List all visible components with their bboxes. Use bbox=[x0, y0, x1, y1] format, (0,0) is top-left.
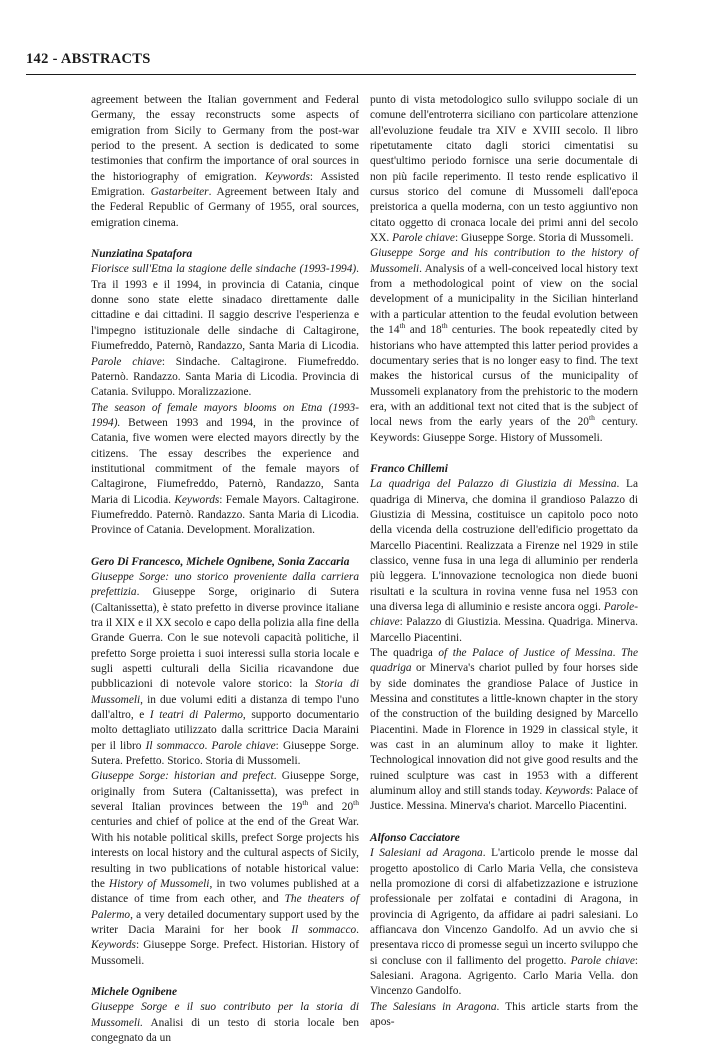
section-gap bbox=[370, 446, 638, 462]
header-separator: - bbox=[52, 51, 58, 67]
author-heading: Michele Ognibene bbox=[91, 985, 178, 998]
section-gap bbox=[91, 539, 359, 555]
section-gap bbox=[91, 231, 359, 247]
author-heading: Alfonso Cacciatore bbox=[370, 831, 460, 844]
abstract-english: The Salesians in Aragona. This article starts from the apos- bbox=[370, 1000, 638, 1028]
abstract-italian: I Salesiani ad Aragona. L'articolo prende le mosse dal progetto apostolico di Carlo Maria Vella, che consisteva nella promozione di corsi di alfabetizzazione e istruzione professionale per zolfatai e contadini di Aragona, in provincia di Agrigento, da affidare ai padri salesiani. Lo affiancava don Vincenzo Gandolfo. Ad un avvio che si presentava ricco di promesse seguì un incerto sviluppo che si concluse con il fallimento del progetto. Parole chiave: Salesiani. Aragona. Agrigento. Carlo Maria Vella. don Vincenzo Gandolfo. bbox=[370, 847, 639, 998]
abstract-italian-continued: punto di vista metodologico sullo sviluppo sociale di un comune dell'entroterra siciliano con particolare attenzione all'evoluzione feudale tra XIV e XVIII secolo. Il libro ripetutamente citato dagli storici cimentatisi su quest'ultimo periodo fornisce una serie documentale di non più facile reperimento. Il testo rende esplicativo il cursus storico del comune di Mussomeli dall'epoca preistorica a quella moderna, con un testo aggiuntivo non citato oggetto di cronaca locale dei primi anni del secolo XX. Parole chiave: Giuseppe Sorge. Storia di Mussomeli. bbox=[370, 94, 638, 245]
abstract-english: The season of female mayors blooms on Etna (1993-1994). Between 1993 and 1994, in the province of Catania, five women were elected mayors directly by the citizens. The essay describes the experience and institutional commitment of the female mayors of Caltagirone, Fiumefreddo, Paternò, Randazzo, Santa Maria di Licodia. Keywords: Female Mayors. Caltagirone. Fiumefreddo. Paternò. Randazzo. Santa Maria di Licodia. Province of Catania. Development. Moralization. bbox=[91, 401, 360, 537]
abstract-italian: Fiorisce sull'Etna la stagione delle sindache (1993-1994). Tra il 1993 e il 1994, in provincia di Catania, cinque donne sono state elette sinadaco direttamente dalle cittadine e dai cittadini. Il saggio descrive l'esperienza e l'impegno istituzionale delle sindache di Caltagirone, Fiumefreddo, Paternò, Randazzo, Santa Maria di Licodia. Parole chiave: Sindache. Caltagirone. Fiumefreddo. Paternò. Randazzo. Santa Maria di Licodia. Provincia di Catania. Sviluppo. Moralizzazione. bbox=[91, 263, 360, 399]
abstract-english: Giuseppe Sorge and his contribution to the history of Mussomeli. Analysis of a well-conceived local history text from a methodological point of view on the social development of a municipality in the Sicilian hinterland with a particular attention to the feudal evolution between the 14th and 18th centuries. The book repeatedly cited by historians who have attempted this latter period provides a documentary series that is no longer easy to find. The text makes the historical cursus of the municipality of Mussomeli explanatory from the prehistoric to the modern era, with an additional text not cited that is the subject of local news from the early years of the 20th century. Keywords: Giuseppe Sorge. History of Mussomeli. bbox=[370, 247, 638, 444]
running-header bbox=[26, 51, 636, 75]
section-gap bbox=[370, 815, 638, 831]
abstract-continuation: agreement between the Italian government and Federal Germany, the essay reconstructs some aspects of emigration from Sicily to Germany from the post-war period to the present. A section is dedicated to some testimonies that confirm the importance of oral sources in the historiography of emigration. Keywords: Assisted Emigration. Gastarbeiter. Agreement between Italy and the Federal Republic of Germany of 1955, oral sources, emigration cinema. bbox=[91, 94, 359, 229]
author-heading: Nunziatina Spatafora bbox=[91, 248, 193, 261]
section-gap bbox=[91, 969, 359, 985]
right-column bbox=[370, 93, 638, 1030]
author-heading: Franco Chillemi bbox=[370, 462, 448, 475]
header-text bbox=[26, 51, 151, 68]
author-heading: Gero Di Francesco, Michele Ognibene, Sonia Zaccaria bbox=[91, 555, 350, 568]
abstract-italian: Giuseppe Sorge e il suo contributo per la storia di Mussomeli. Analisi di un testo di storia locale ben congegnato da un bbox=[91, 1001, 359, 1044]
left-column bbox=[91, 93, 359, 1046]
section-title: ABSTRACTS bbox=[60, 51, 151, 67]
abstract-english: Giuseppe Sorge: historian and prefect. Giuseppe Sorge, originally from Sutera (Caltanissetta), was prefect in several Italian provinces between the 19th and 20th centuries and chief of police at the end of the Great War. With his notable political skills, prefect Sorge projects his interests on local history and the cultural aspects of Sicily, resulting in two publications of notable historical value: the History of Mussomeli, in two volumes published at a distance of time from each other, and The theaters of Palermo, a very detailed documentary support used by the writer Dacia Maraini for her book Il sommacco. Keywords: Giuseppe Sorge. Prefect. Historian. History of Mussomeli. bbox=[91, 770, 359, 967]
header-rule bbox=[26, 74, 636, 75]
abstract-english: The quadriga of the Palace of Justice of Messina. The quadriga or Minerva's chariot pulled by four horses side by side dominates the grandiose Palace of Justice in Messina and constitutes a little-known chapter in the story of the construction of the building designed by Marcello Piacentini. Made in Florence in 1929 in classical style, it was cast in an aluminum alloy to make it lighter. Technological innovation did not give good results and the ruined sculpture was cast in 1953 with a different aluminum alloy and still stands today. Keywords: Palace of Justice. Messina. Minerva's chariot. Marcello Piacentini. bbox=[370, 647, 639, 813]
abstract-italian: La quadriga del Palazzo di Giustizia di Messina. La quadriga di Minerva, che domina il grandioso Palazzo di Giustizia di Messina, costituisce un capitolo poco noto della vicenda della costruzione dell'edificio progettato da Marcello Piacentini. Realizzata a Firenze nel 1929 in stile classico, venne fusa in una lega di alluminio per renderla più leggera. L'innovazione tecnologica non diede buoni risultati e la scultura in rovina venne fusa nel 1953 con una diversa lega di alluminio e resiste ancora oggi. Parole-chiave: Palazzo di Giustizia. Messina. Quadriga. Minerva. Marcello Piacentini. bbox=[370, 478, 638, 644]
abstract-italian: Giuseppe Sorge: uno storico proveniente dalla carriera prefettizia. Giuseppe Sorge, originario di Sutera (Caltanissetta), è stato prefetto in diverse province italiane tra il XIX e il XX secolo e capo della polizia alla fine della Grande Guerra. Con le sue notevoli capacità politiche, il prefetto Sorge proietta i suoi interessi sulla storia locale e sugli aspetti culturali della Sicilia ricavandone due pubblicazioni di notevole valore storico: la Storia di Mussomeli, in due volumi editi a distanza di tempo l'uno dall'altro, e I teatri di Palermo, supporto documentario molto dettagliato utilizzato dalla scrittrice Dacia Maraini per il libro Il sommacco. Parole chiave: Giuseppe Sorge. Sutera. Prefetto. Storico. Storia di Mussomeli. bbox=[91, 570, 360, 768]
page-number: 142 bbox=[26, 51, 49, 67]
